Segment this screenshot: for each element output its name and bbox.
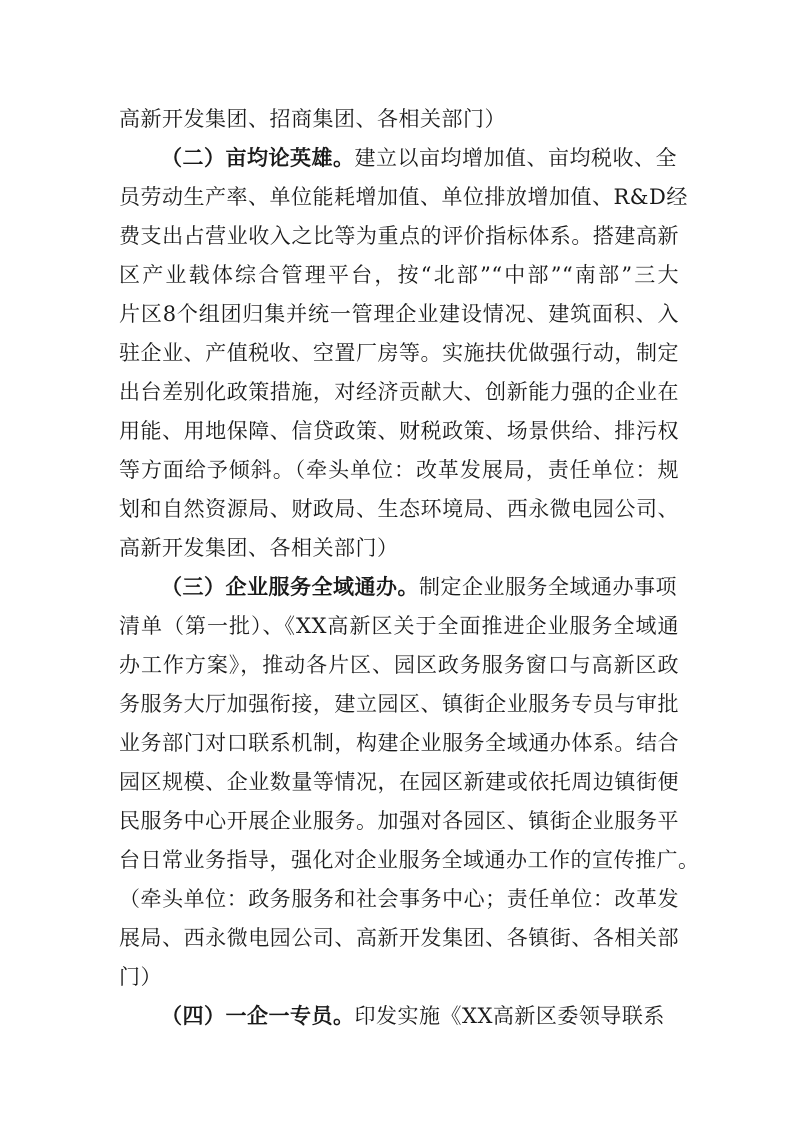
- paragraph-line: 清单（第一批）、《XX高新区关于全面推进企业服务全域通: [119, 614, 679, 638]
- paragraph-line: 台日常业务指导，强化对企业服务全域通办工作的宣传推广。: [119, 848, 700, 872]
- paragraph-line: 用能、用地保障、信贷政策、财税政策、场景供给、排污权: [119, 419, 679, 443]
- paragraph-text: 制定企业服务全域通办事项: [419, 575, 677, 599]
- paragraph-line: 出台差别化政策措施，对经济贡献大、创新能力强的企业在: [119, 380, 679, 404]
- paragraph-line: 驻企业、产值税收、空置厂房等。实施扶优做强行动，制定: [119, 341, 679, 365]
- paragraph-line: 展局、西永微电园公司、高新开发集团、各镇街、各相关部: [119, 926, 679, 950]
- paragraph-line: 民服务中心开展企业服务。加强对各园区、镇街企业服务平: [119, 809, 679, 833]
- paragraph-first-line: [161, 572, 679, 602]
- paragraph-line: 等方面给予倾斜。（牵头单位：改革发展局，责任单位：规: [119, 458, 679, 482]
- section-heading: （四）一企一专员。: [161, 1003, 355, 1028]
- section-heading: （三）企业服务全域通办。: [161, 574, 419, 599]
- paragraph-line: 费支出占营业收入之比等为重点的评价指标体系。搭建高新: [119, 224, 679, 248]
- paragraph-first-line: [161, 143, 679, 173]
- section-heading: （二）亩均论英雄。: [161, 145, 355, 170]
- paragraph-line: 划和自然资源局、财政局、生态环境局、西永微电园公司、: [119, 497, 679, 521]
- paragraph-text: 建立以亩均增加值、亩均税收、全: [354, 146, 677, 170]
- paragraph-line: 业务部门对口联系机制，构建企业服务全域通办体系。结合: [119, 731, 679, 755]
- paragraph-line: 园区规模、企业数量等情况，在园区新建或依托周边镇街便: [119, 770, 679, 794]
- paragraph-line: 务服务大厅加强衔接，建立园区、镇街企业服务专员与审批: [119, 692, 679, 716]
- paragraph-line: 员劳动生产率、单位能耗增加值、单位排放增加值、R&D经: [119, 185, 688, 209]
- paragraph-line: 门）: [119, 965, 162, 989]
- paragraph-line: 高新开发集团、各相关部门）: [119, 536, 399, 560]
- paragraph-line: 办工作方案》，推动各片区、园区政务服务窗口与高新区政: [119, 653, 679, 677]
- paragraph-line: （牵头单位：政务服务和社会事务中心；责任单位：改革发: [119, 887, 679, 911]
- paragraph-line: 高新开发集团、招商集团、各相关部门）: [119, 107, 506, 131]
- paragraph-first-line: [161, 1001, 679, 1031]
- paragraph-line: 区产业载体综合管理平台，按“北部”“中部”“南部”三大: [119, 263, 679, 287]
- paragraph-text: 印发实施《XX高新区委领导联系: [354, 1004, 665, 1028]
- paragraph-line: 片区8个组团归集并统一管理企业建设情况、建筑面积、入: [119, 302, 679, 326]
